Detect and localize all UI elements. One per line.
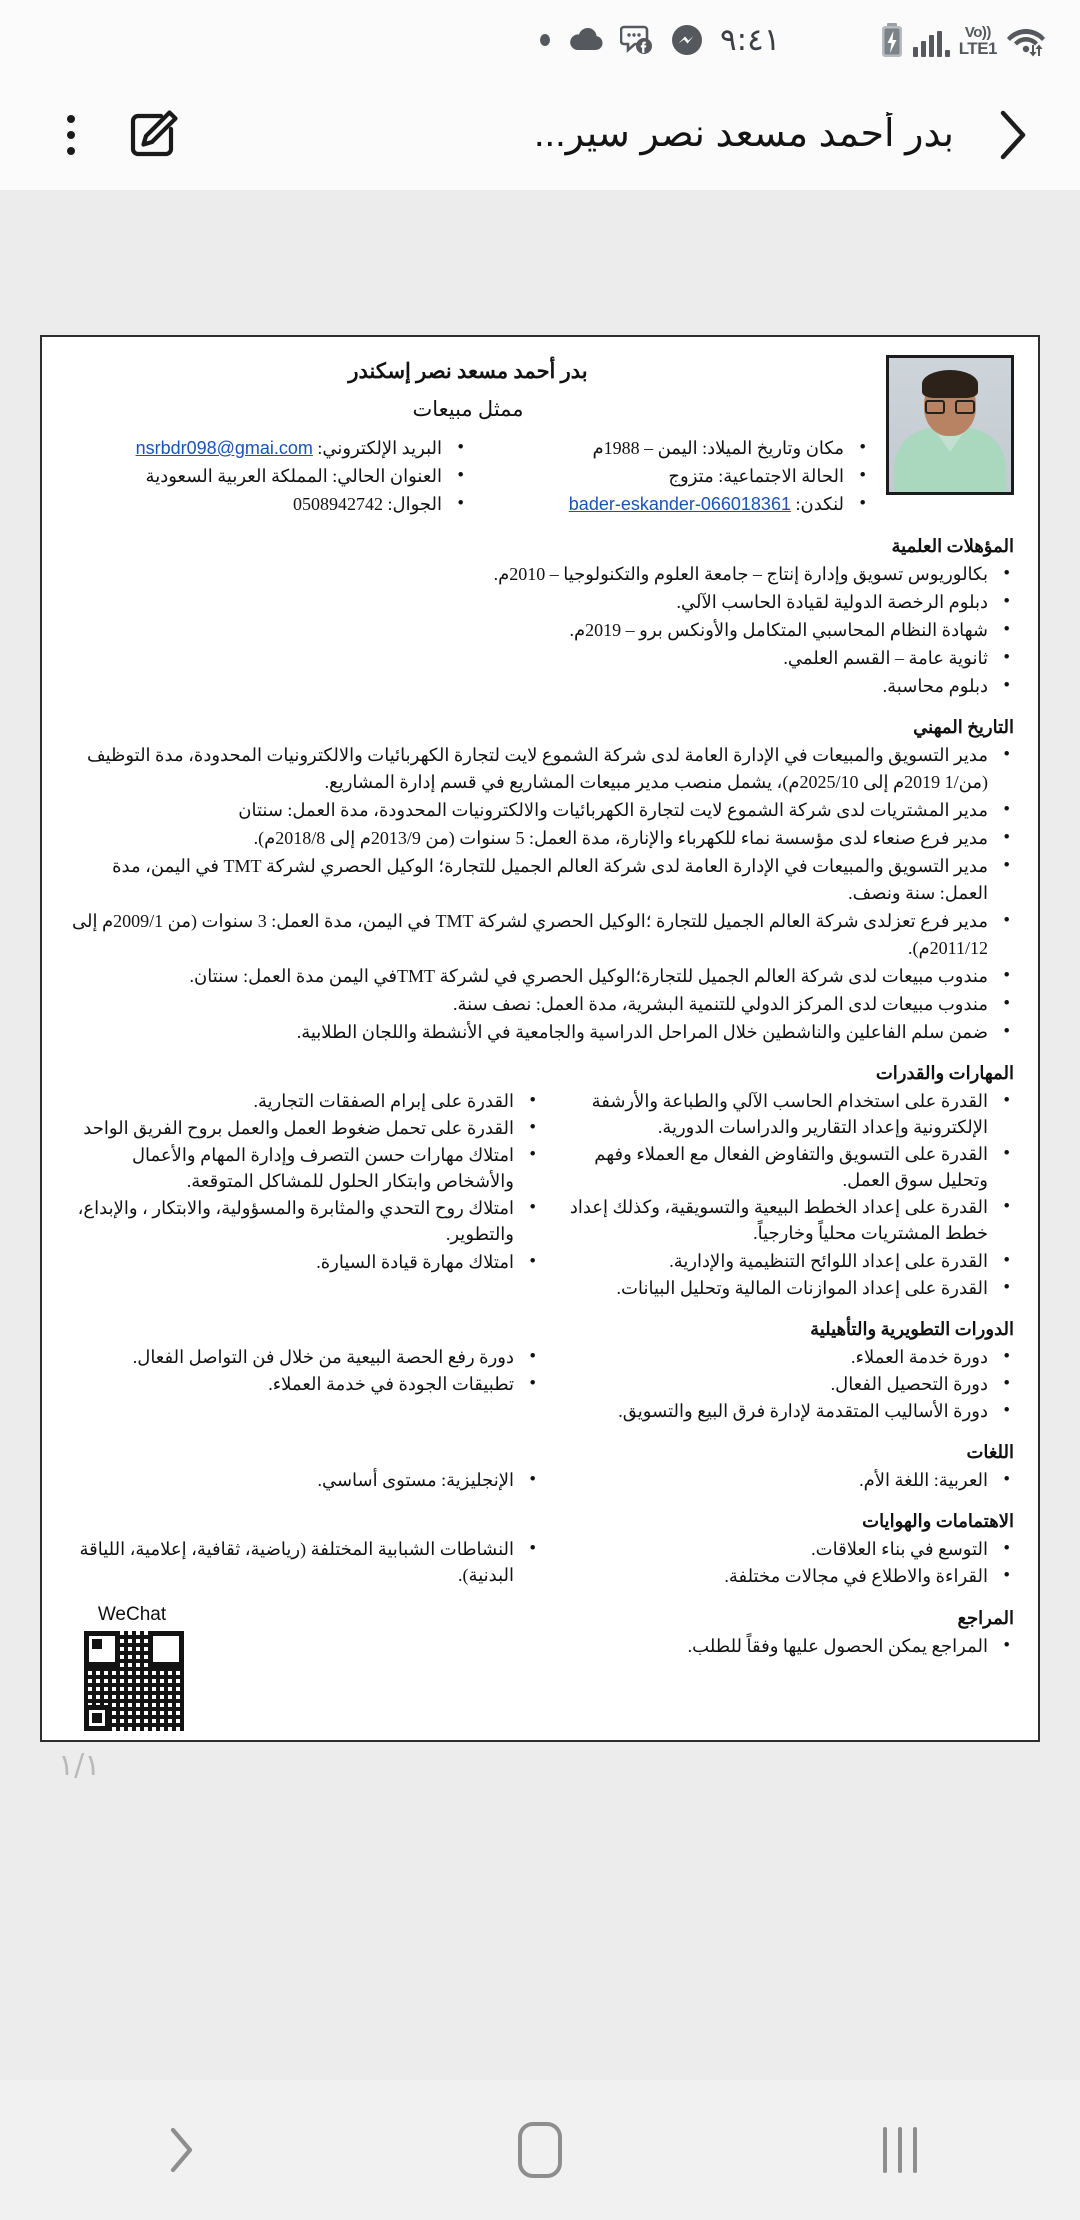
contact-value: اليمن – 1988م [592,438,698,458]
section-title-interests: الاهتمامات والهوايات [862,1511,1014,1532]
cv-section-interests [66,1511,1014,1590]
document-page[interactable] [40,335,1040,1742]
references-list [66,1633,1014,1660]
contact-label: البريد الإلكتروني: [312,438,442,458]
contact-label: الحالة الاجتماعية: [713,466,844,486]
languages-columns [66,1467,1014,1494]
list-item: • القدرة على إعداد الخطط البيعية والتسويقية، وكذلك إعداد خطط المشتريات محلياً وخارجياً. [540,1194,1014,1246]
status-bar-right [538,22,782,58]
footer-row [66,1604,1014,1726]
list-item: • امتلاك مهارة قيادة السيارة. [66,1249,540,1275]
skills-list-left [540,1088,1014,1301]
languages-list-left [540,1467,1014,1493]
volte-bottom-label: LTE1 [958,39,997,58]
status-bar [0,0,1080,80]
education-list [66,561,1014,700]
courses-column-left [540,1344,1014,1425]
cv-section-courses [66,1319,1014,1425]
contact-columns [66,435,870,519]
interests-column-left [540,1536,1014,1590]
document-viewer[interactable] [0,190,1080,2012]
wechat-block [80,1604,184,1731]
home-button[interactable] [460,2080,620,2220]
contact-item[interactable] [66,435,468,462]
list-item: • مندوب مبيعات لدى شركة العالم الجميل للتجارة؛الوكيل الحصري في لشركة TMTفي اليمن مدة العمل: سنتان. [66,963,1014,990]
wifi-transfer-icon [1006,23,1046,57]
cv-sections [66,536,1014,1590]
interests-columns [66,1536,1014,1590]
section-title-references: المراجع [957,1608,1014,1629]
list-item: • مدير التسويق والمبيعات في الإدارة العامة لدى شركة الشموع لايت لتجارة الكهربائيات والالكترونيات المحدودة، مدة التوظيف (من/1 2019م إلى 2025/10م)، يشمل منصب مدير مبيعات المشاريع في قسم إدارة المشاريع. [66,742,1014,796]
courses-column-right [66,1344,540,1425]
cv-content [66,355,1014,1726]
section-title-courses: الدورات التطويرية والتأهيلية [810,1318,1014,1339]
list-item: • امتلاك مهارات حسن التصرف وإدارة المهام والأعمال والأشخاص وابتكار الحلول للمشاكل المتوقعة. [66,1142,540,1194]
courses-list-left [540,1344,1014,1424]
section-title-skills: المهارات والقدرات [875,1063,1014,1083]
cv-section-skills [66,1063,1014,1302]
messenger-icon [670,23,704,57]
list-item: • مدير فرع تعزلدى شركة العالم الجميل للتجارة ؛الوكيل الحصري لشركة TMT في اليمن، مدة العمل: 3 سنوات (من 2009/1م إلى 2011/12م). [66,908,1014,962]
section-title-education: المؤهلات العلمية [891,536,1014,556]
courses-list-right [66,1344,540,1397]
contact-label: مكان وتاريخ الميلاد: [697,438,844,458]
contact-list-right [66,435,468,518]
list-item: • دورة الأساليب المتقدمة لإدارة فرق البيع والتسويق. [540,1398,1014,1424]
cv-name: بدر أحمد مسعد نصر إسكندر [348,359,588,383]
battery-charging-icon [880,23,904,57]
edit-button[interactable] [112,94,194,176]
overflow-menu-icon [63,107,79,163]
recents-icon [883,2127,917,2173]
languages-column-right [66,1467,540,1494]
recents-button[interactable] [820,2080,980,2220]
contact-item [468,463,870,490]
contact-item[interactable] [468,491,870,518]
cv-header-text [66,355,870,519]
list-item: • مدير فرع صنعاء لدى مؤسسة نماء للكهرباء والإنارة، مدة العمل: 5 سنوات (من 2013/9م إلى 2018/8م). [66,825,1014,852]
contact-label: الجوال: [383,494,442,514]
contact-label: العنوان الحالي: [327,466,442,486]
app-bar [0,80,1080,190]
interests-list-right [66,1536,540,1588]
signal-bars-icon [913,31,950,57]
list-item: • شهادة النظام المحاسبي المتكامل والأونكس برو – 2019م. [66,617,1014,644]
home-icon [518,2122,562,2178]
edit-pencil-icon [125,107,181,163]
list-item: • التوسع في بناء العلاقات. [540,1536,1014,1562]
list-item: • القدرة على إعداد اللوائح التنظيمية والإدارية. [540,1248,1014,1274]
list-item: • القدرة على إبرام الصفقات التجارية. [66,1088,540,1114]
languages-column-left [540,1467,1014,1494]
cv-section-languages [66,1442,1014,1494]
list-item: • العربية: اللغة الأم. [540,1467,1014,1493]
contact-value: متزوج [668,466,714,486]
list-item: • بكالوريوس تسويق وإدارة إنتاج – جامعة العلوم والتكنولوجيا – 2010م. [66,561,1014,588]
languages-list-right [66,1467,540,1493]
skills-list-right [66,1088,540,1275]
interests-list-left [540,1536,1014,1589]
list-item: • القراءة والاطلاع في مجالات مختلفة. [540,1563,1014,1589]
contact-label: لنكدن: [790,494,844,514]
contact-list-left [468,435,870,518]
list-item: • القدرة على التسويق والتفاوض الفعال مع العملاء وفهم وتحليل سوق العمل. [540,1141,1014,1193]
cv-role: ممثل مبيعات [412,397,524,421]
navigation-bar [0,2080,1080,2220]
list-item: • دبلوم محاسبة. [66,673,1014,700]
interests-column-right [66,1536,540,1590]
references-block [66,1608,1014,1660]
contact-column-left [468,435,870,519]
list-item: • دورة رفع الحصة البيعية من خلال فن التواصل الفعال. [66,1344,540,1370]
list-item: • مدير المشتريات لدى شركة الشموع لايت لتجارة الكهربائيات والالكترونيات المحدودة، مدة العمل: سنتان [66,797,1014,824]
contact-column-right [66,435,468,519]
contact-item [66,491,468,518]
list-item: • ضمن سلم الفاعلين والناشطين خلال المراحل الدراسية والجامعية في الأنشطة واللجان الطلابية. [66,1019,1014,1046]
viewer-top-gap [0,190,1080,335]
list-item: • النشاطات الشبابية المختلفة (رياضية، ثقافية، إعلامية، اللياقة البدنية). [66,1536,540,1588]
contact-item [66,463,468,490]
cv-section-experience [66,717,1014,1046]
section-title-languages: اللغات [966,1442,1014,1463]
list-item: • القدرة على استخدام الحاسب الآلي والطباعة والأرشفة الإلكترونية وإعداد التقارير والدراسات الدورية. [540,1088,1014,1140]
dot-icon [538,33,552,47]
list-item: • القدرة على تحمل ضغوط العمل والعمل بروح الفريق الواحد [66,1115,540,1141]
list-item: • مدير التسويق والمبيعات في الإدارة العامة لدى شركة العالم الجميل للتجارة؛ الوكيل الحصري لشركة TMT في اليمن، مدة العمل: سنة ونصف. [66,853,1014,907]
skills-column-right [66,1088,540,1302]
status-bar-clock: ٩:٤١ [720,22,781,58]
list-item: • دبلوم الرخصة الدولية لقيادة الحاسب الآلي. [66,589,1014,616]
status-bar-left [880,23,1046,57]
cloud-icon [568,27,604,53]
back-button[interactable] [972,96,1050,174]
list-item: • المراجع يمكن الحصول عليها وفقاً للطلب. [66,1633,1014,1660]
cv-header [66,355,1014,519]
facebook-chat-icon [620,24,654,56]
list-item: • ثانوية عامة – القسم العلمي. [66,645,1014,672]
section-title-experience: التاريخ المهني [913,717,1014,737]
list-item: • تطبيقات الجودة في خدمة العملاء. [66,1371,540,1397]
cv-section-education [66,536,1014,700]
list-item: • الإنجليزية: مستوى أساسي. [66,1467,540,1493]
back-nav-button[interactable] [100,2080,260,2220]
contact-link[interactable]: bader-eskander-066018361 [568,494,791,514]
contact-link[interactable]: nsrbdr098@gmai.com [135,438,313,458]
list-item: • مندوب مبيعات لدى المركز الدولي للتنمية البشرية، مدة العمل: نصف سنة. [66,991,1014,1018]
page-title: بدر أحمد مسعد نصر سير... [533,113,954,156]
list-item: • دورة التحصيل الفعال. [540,1371,1014,1397]
list-item: • القدرة على إعداد الموازنات المالية وتحليل البيانات. [540,1275,1014,1301]
courses-columns [66,1344,1014,1425]
volte-icon [959,25,997,57]
page-indicator: ١/١ [58,1748,101,1784]
contact-value: المملكة العربية السعودية [145,466,328,486]
experience-list [66,742,1014,1046]
contact-value: 0508942742 [293,494,384,514]
volte-top-label: Vo)) [964,24,991,41]
skills-column-left [540,1088,1014,1302]
list-item: • دورة خدمة العملاء. [540,1344,1014,1370]
profile-photo [886,355,1014,495]
list-item: • امتلاك روح التحدي والمثابرة والمسؤولية، والابتكار ، والإبداع، والتطوير. [66,1195,540,1247]
back-chevron-icon [160,2122,200,2178]
wechat-label: WeChat [97,1604,167,1626]
photo-column [886,355,1014,495]
skills-columns [66,1088,1014,1302]
more-options-button[interactable] [30,94,112,176]
contact-item [468,435,870,462]
chevron-back-icon [989,107,1033,163]
